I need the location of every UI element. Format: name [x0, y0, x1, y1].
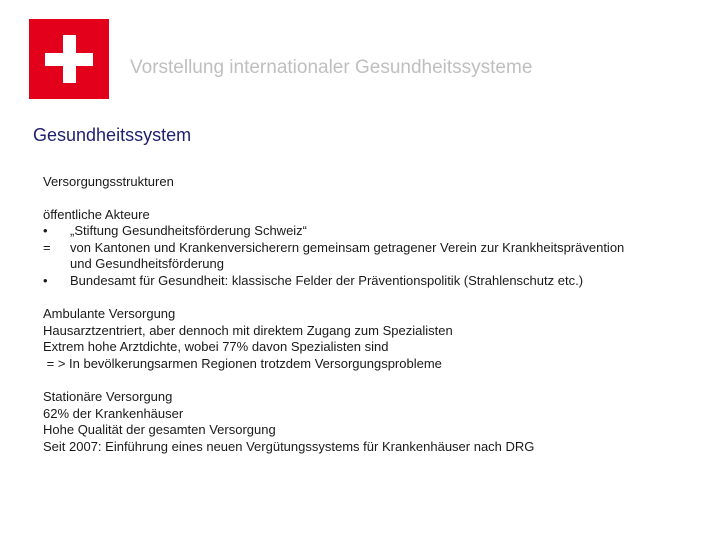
list-item — [43, 240, 643, 273]
slide-content — [43, 174, 643, 472]
bullet-mark: • — [43, 223, 48, 238]
text-line: 62% der Krankenhäuser — [43, 405, 184, 421]
outpatient-heading: Ambulante Versorgung — [43, 306, 176, 321]
list-item-text: Bundesamt für Gesundheit: klassische Felder der Präventionspolitik (Strahlenschutz etc.) — [70, 272, 584, 288]
public-actors-block — [43, 207, 643, 290]
section-title: Gesundheitssystem — [33, 125, 192, 145]
public-actors-list — [43, 223, 643, 289]
text-line: Extrem hohe Arztdichte, wobei 77% davon Spezialisten sind — [43, 339, 389, 354]
swiss-flag-logo — [29, 19, 109, 99]
public-actors-heading: öffentliche Akteure — [43, 206, 150, 222]
text-line: = > In bevölkerungsarmen Regionen trotzdem Versorgungsprobleme — [43, 355, 442, 371]
inpatient-block — [43, 389, 643, 455]
list-item — [43, 273, 643, 290]
list-item-text: von Kantonen und Krankenversicherern gemeinsam getragener Verein zur Krankheitsprävention und Gesundheitsförderung — [70, 239, 625, 271]
inpatient-heading: Stationäre Versorgung — [43, 389, 173, 404]
text-line: Hohe Qualität der gesamten Versorgung — [43, 422, 276, 437]
outpatient-block — [43, 306, 643, 372]
list-item — [43, 223, 643, 240]
list-item-text: „Stiftung Gesundheitsförderung Schweiz“ — [70, 223, 308, 238]
subtitle: Versorgungsstrukturen — [43, 174, 174, 189]
text-line: Hausarztzentriert, aber dennoch mit direktem Zugang zum Spezialisten — [43, 322, 453, 338]
slide-title: Vorstellung internationaler Gesundheitssysteme — [130, 57, 533, 78]
bullet-mark: • — [43, 272, 48, 288]
text-line: Seit 2007: Einführung eines neuen Vergütungssystems für Krankenhäuser nach DRG — [43, 438, 535, 454]
bullet-mark: = — [43, 239, 51, 255]
flag-cross-horizontal — [45, 53, 93, 66]
